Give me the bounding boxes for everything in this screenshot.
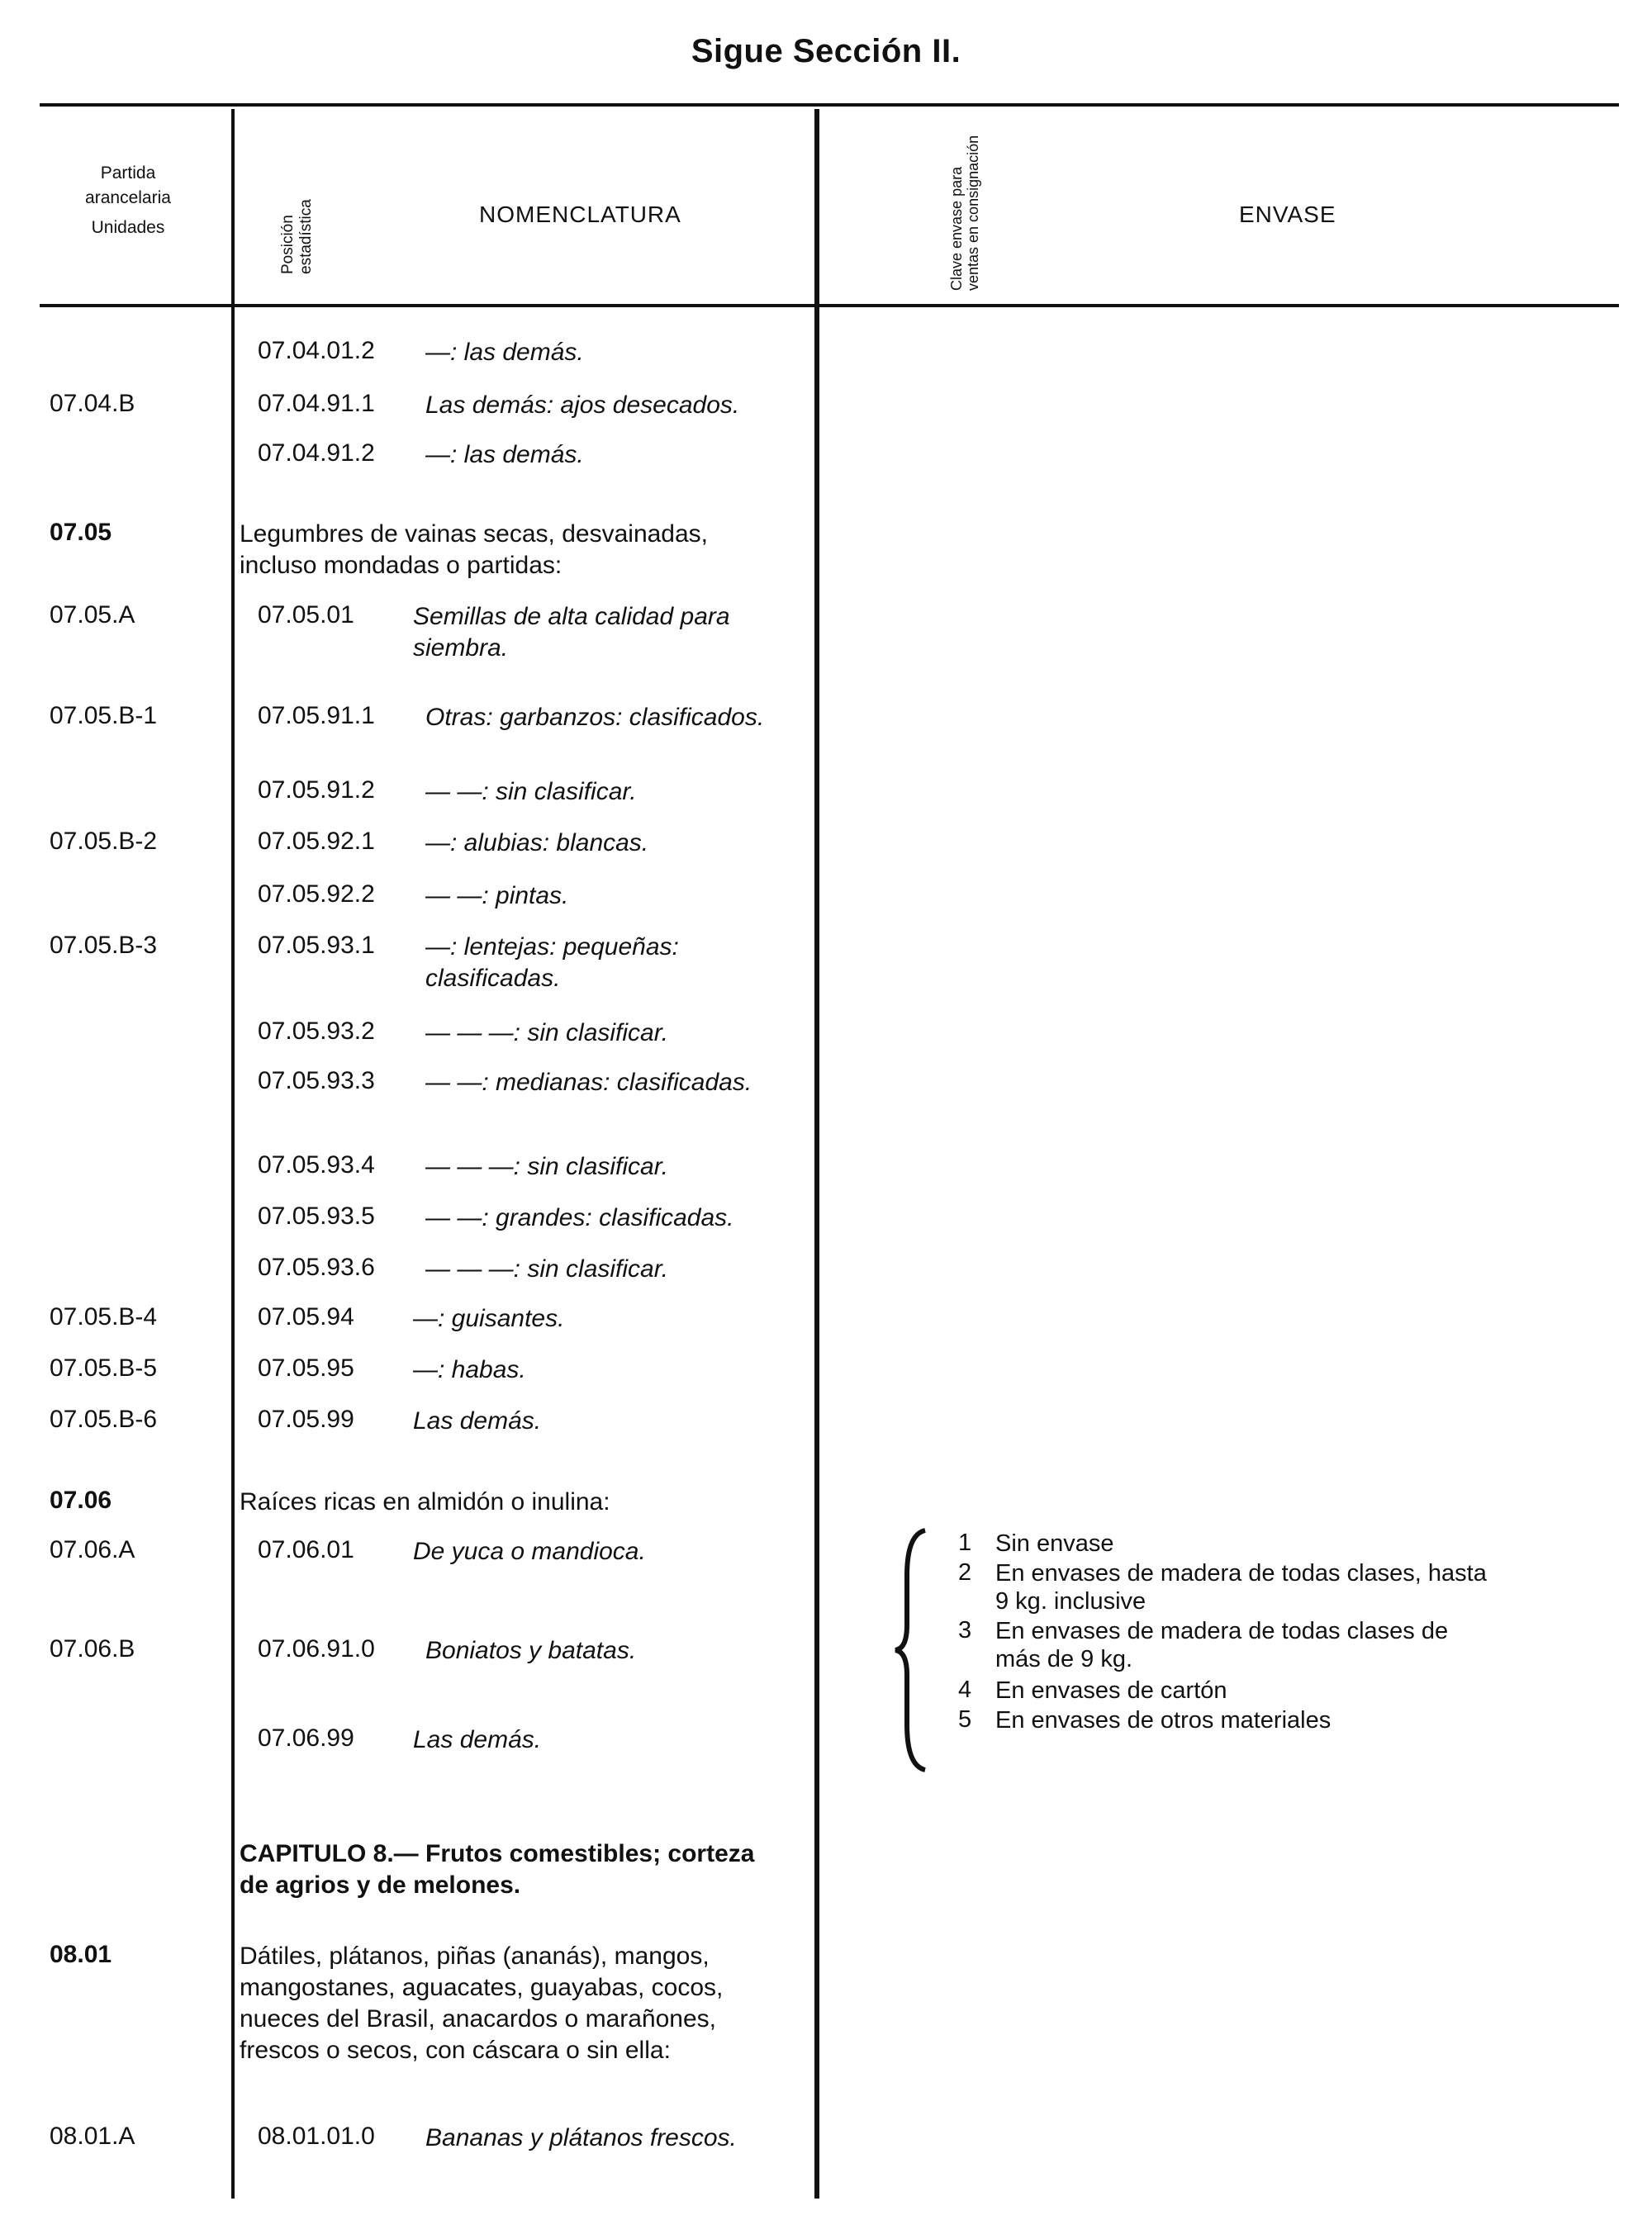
posicion-code: 07.06.01 — [258, 1536, 354, 1563]
description-text: Las demás. — [413, 1726, 542, 1753]
header-rule — [40, 304, 1619, 307]
description-text: — — —: sin clasificar. — [425, 1255, 668, 1283]
heading-text: Raíces ricas en almidón o inulina: — [240, 1488, 610, 1516]
partida-cell: 07.06 — [50, 1487, 112, 1514]
col-divider-1 — [231, 109, 235, 2199]
chapter-heading: CAPITULO 8.— Frutos comestibles; corteza de agrios y de melones. — [240, 1840, 755, 1899]
posicion-code: 07.05.93.4 — [258, 1151, 375, 1179]
partida-cell: 07.05.B-3 — [50, 932, 158, 959]
envase-option: En envases de madera de todas clases, hasta 9 kg. inclusive — [995, 1560, 1487, 1615]
envase-option: Sin envase — [995, 1530, 1114, 1557]
description-text: —: guisantes. — [413, 1305, 565, 1332]
col-divider-2 — [814, 109, 819, 2199]
description-text: — —: medianas: clasificadas. — [425, 1069, 752, 1096]
description-text: — —: grandes: clasificadas. — [425, 1204, 734, 1231]
partida-cell: 07.05.B-2 — [50, 828, 158, 855]
partida-cell: 07.05.B-4 — [50, 1303, 158, 1331]
heading-text: Dátiles, plátanos, piñas (ananás), mangos, mangostanes, aguacates, guayabas, cocos, nueces del Brasil, anacardos o marañones, frescos o secos, con cáscara o sin ella: — [240, 1942, 724, 2064]
posicion-code: 07.05.93.2 — [258, 1017, 375, 1045]
header-envase: ENVASE — [1239, 202, 1336, 227]
description-text: —: las demás. — [425, 441, 584, 468]
header-partida-line3: Unidades — [91, 218, 165, 237]
posicion-code: 07.05.99 — [258, 1406, 354, 1433]
description-text: — — —: sin clasificar. — [425, 1153, 668, 1180]
description-text: Bananas y plátanos frescos. — [425, 2124, 737, 2151]
posicion-code: 07.05.93.6 — [258, 1254, 375, 1281]
description-text: Otras: garbanzos: clasificados. — [425, 704, 765, 731]
posicion-code: 07.06.91.0 — [258, 1635, 375, 1663]
posicion-code: 07.05.92.1 — [258, 828, 375, 855]
description-text: —: habas. — [413, 1356, 526, 1383]
envase-number: 2 — [958, 1559, 972, 1586]
posicion-code: 07.05.94 — [258, 1303, 354, 1331]
posicion-code: 07.05.92.2 — [258, 880, 375, 908]
envase-number: 4 — [958, 1677, 972, 1703]
header-partida — [45, 161, 211, 240]
envase-option: En envases de cartón — [995, 1677, 1227, 1704]
partida-cell: 08.01 — [50, 1941, 112, 1968]
partida-cell: 07.05.B-5 — [50, 1354, 158, 1382]
description-text: Semillas de alta calidad para siembra. — [413, 603, 730, 662]
description-text: Boniatos y batatas. — [425, 1637, 637, 1664]
header-posicion: Posición estadística — [279, 199, 315, 274]
description-text: Las demás: ajos desecados. — [425, 391, 740, 419]
header-clave: Clave envase para ventas en consignación — [948, 135, 981, 291]
posicion-code: 07.05.93.1 — [258, 932, 375, 959]
partida-cell: 07.05 — [50, 519, 112, 546]
posicion-code: 07.05.93.3 — [258, 1067, 375, 1094]
page-title: Sigue Sección II. — [691, 33, 961, 69]
posicion-code: 07.06.99 — [258, 1724, 354, 1752]
header-partida-line1: Partida — [100, 164, 156, 183]
partida-cell: 07.05.A — [50, 601, 135, 629]
top-rule — [40, 103, 1619, 107]
partida-cell: 07.05.B-6 — [50, 1406, 158, 1433]
header-partida-line2: arancelaria — [85, 188, 171, 207]
description-text: — —: sin clasificar. — [425, 778, 637, 805]
envase-option: En envases de otros materiales — [995, 1707, 1332, 1734]
posicion-code: 07.05.93.5 — [258, 1202, 375, 1230]
envase-option: En envases de madera de todas clases de más de 9 kg. — [995, 1618, 1449, 1672]
posicion-code: 07.04.91.1 — [258, 390, 375, 417]
partida-cell: 07.06.B — [50, 1635, 135, 1663]
posicion-code: 07.04.91.2 — [258, 439, 375, 467]
brace-icon — [892, 1526, 942, 1774]
posicion-code: 07.05.91.1 — [258, 702, 375, 729]
partida-cell: 07.05.B-1 — [50, 702, 158, 729]
posicion-code: 07.05.91.2 — [258, 776, 375, 804]
description-text: —: lentejas: pequeñas: clasificadas. — [425, 933, 679, 992]
heading-text: Legumbres de vainas secas, desvainadas, incluso mondadas o partidas: — [240, 520, 709, 579]
description-text: — —: pintas. — [425, 882, 569, 909]
posicion-code: 07.05.95 — [258, 1354, 354, 1382]
partida-cell: 08.01.A — [50, 2123, 135, 2150]
envase-number: 3 — [958, 1617, 972, 1644]
partida-cell: 07.04.B — [50, 390, 135, 417]
description-text: De yuca o mandioca. — [413, 1538, 646, 1565]
description-text: —: alubias: blancas. — [425, 829, 649, 856]
description-text: —: las demás. — [425, 339, 584, 366]
posicion-code: 07.05.01 — [258, 601, 354, 629]
envase-number: 5 — [958, 1706, 972, 1733]
envase-number: 1 — [958, 1530, 972, 1556]
header-nomenclatura: NOMENCLATURA — [479, 202, 681, 227]
posicion-code: 07.04.01.2 — [258, 337, 375, 364]
partida-cell: 07.06.A — [50, 1536, 135, 1563]
description-text: Las demás. — [413, 1407, 542, 1435]
posicion-code: 08.01.01.0 — [258, 2123, 375, 2150]
description-text: — — —: sin clasificar. — [425, 1019, 668, 1046]
